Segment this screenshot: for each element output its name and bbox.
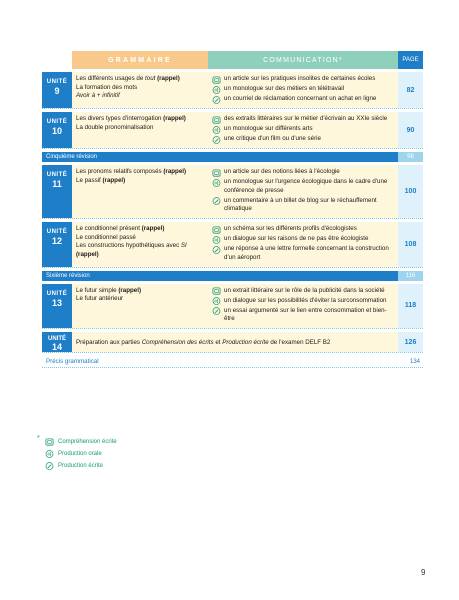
unit-13-row[interactable]	[42, 284, 423, 330]
precis-label: Précis grammatical	[46, 358, 99, 365]
communication-item: une critique d'un film ou d'une série	[212, 135, 394, 144]
legend-label: Production orale	[58, 451, 102, 457]
unit-11-row[interactable]	[42, 165, 423, 219]
header-grammaire: GRAMMAIRE	[72, 51, 208, 69]
communication-item: un dialogue sur les raisons de ne pas être écologiste	[212, 235, 394, 244]
communication-item: un schéma sur les différents profils d'écologistes	[212, 225, 394, 234]
page-number-cell: 100	[398, 165, 423, 218]
speaking-icon	[45, 450, 54, 458]
unit-number: 12	[51, 236, 62, 246]
legend-label: Compréhension écrite	[58, 439, 117, 445]
unit-label: UNITÉ 12	[42, 222, 72, 267]
precis-page: 134	[409, 358, 420, 365]
reading-icon	[212, 116, 221, 124]
speaking-icon	[212, 86, 221, 94]
unit-label: UNITÉ 10	[42, 112, 72, 148]
grammar-item: Les divers types d'interrogation (rappel)	[76, 115, 186, 122]
communication-item: un dialogue sur les possibilités d'éviter la surconsommation	[212, 297, 394, 306]
grammar-cell	[72, 165, 208, 218]
grammar-item: Le futur simple (rappel)	[76, 286, 142, 294]
reading-icon	[45, 438, 54, 446]
writing-icon	[212, 307, 221, 315]
revision-label: Cinquième révision	[42, 152, 398, 162]
page-number: 9	[421, 568, 426, 577]
revision-page: 98	[398, 152, 423, 162]
grammar-item: Avoir à + infinitif	[76, 92, 120, 99]
legend-asterisk: *	[37, 435, 40, 442]
writing-icon	[212, 96, 221, 104]
unit-14-description: Préparation aux parties Compréhension des écrits et Production écrite de l'examen DELF B2	[72, 332, 398, 352]
communication-item: un courriel de réclamation concernant un achat en ligne	[212, 95, 394, 104]
page-number-cell: 82	[398, 72, 423, 108]
legend-item	[42, 460, 117, 472]
grammar-item: Les pronoms relatifs composés (rappel)	[76, 168, 187, 175]
reading-icon	[212, 76, 221, 84]
communication-item: une réponse à une lettre formelle concernant la construction d'un aéroport	[212, 245, 394, 262]
reading-icon	[212, 226, 221, 234]
communication-item: un essai argumenté sur le lien entre consommation et bien-être	[212, 307, 394, 324]
speaking-icon	[212, 179, 221, 187]
reading-icon	[212, 169, 221, 177]
communication-item: un monologue sur différents arts	[212, 125, 394, 134]
communication-cell	[208, 165, 398, 218]
revision-row[interactable]	[42, 271, 423, 281]
communication-item: un commentaire à un billet de blog sur le réchauffement climatique	[212, 197, 394, 214]
grammar-item: Les différents usages de tout (rappel)	[76, 75, 180, 82]
communication-item: un article sur des notions liées à l'écologie	[212, 168, 394, 177]
writing-icon	[212, 136, 221, 144]
grammar-item: La double pronominalisation	[76, 123, 154, 131]
page-number-cell: 126	[398, 332, 423, 352]
communication-item: un monologue sur l'urgence écologique dans le cadre d'une conférence de presse	[212, 178, 394, 195]
toc-rows	[42, 72, 423, 329]
unit-number: 10	[51, 126, 62, 136]
unit-label: UNITÉ 14	[42, 332, 72, 352]
speaking-icon	[212, 236, 221, 244]
table-of-contents	[42, 51, 423, 368]
speaking-icon	[212, 126, 221, 134]
unit-label: UNITÉ 13	[42, 284, 72, 329]
page-number-cell: 90	[398, 112, 423, 148]
grammar-item: Le conditionnel présent (rappel)	[76, 225, 165, 232]
grammar-item: Le passif (rappel)	[76, 176, 126, 184]
legend-label: Production écrite	[58, 463, 104, 469]
communication-item: des extraits littéraires sur le métier d'écrivain au XXIe siècle	[212, 115, 394, 124]
communication-cell	[208, 284, 398, 329]
unit-9-row[interactable]	[42, 72, 423, 109]
communication-item: un extrait littéraire sur le rôle de la publicité dans la société	[212, 287, 394, 296]
writing-icon	[45, 462, 54, 470]
unit-number: 9	[54, 86, 60, 96]
page-number-cell: 108	[398, 222, 423, 267]
unit-number: 11	[52, 179, 62, 189]
unit-label: UNITÉ 9	[42, 72, 72, 108]
unit-number: 13	[51, 297, 62, 308]
legend-item	[42, 436, 117, 448]
toc-header	[42, 51, 423, 69]
unit-10-row[interactable]	[42, 112, 423, 149]
grammar-cell	[72, 72, 208, 108]
legend-item	[42, 448, 117, 460]
precis-grammatical-row[interactable]	[42, 356, 423, 368]
grammar-item: Les constructions hypothétiques avec SI (rappel)	[76, 242, 187, 258]
unit-12-row[interactable]	[42, 222, 423, 268]
communication-cell	[208, 112, 398, 148]
communication-item: un monologue sur des métiers en télétravail	[212, 85, 394, 94]
writing-icon	[212, 246, 221, 254]
header-page: PAGE	[398, 51, 423, 69]
grammar-cell	[72, 112, 208, 148]
grammar-item: Le conditionnel passé	[76, 233, 136, 241]
unit-14-row[interactable]	[42, 332, 423, 353]
revision-label: Sixième révision	[42, 271, 398, 281]
reading-icon	[212, 287, 221, 295]
revision-row[interactable]	[42, 152, 423, 162]
grammar-cell	[72, 284, 208, 329]
grammar-cell	[72, 222, 208, 267]
grammar-item: La formation des mots	[76, 83, 138, 91]
legend	[37, 435, 117, 472]
header-communication: COMMUNICATION*	[208, 51, 398, 69]
grammar-item: Le futur antérieur	[76, 295, 124, 302]
revision-page: 116	[398, 271, 423, 281]
communication-item: un article sur les pratiques insolites de certaines écoles	[212, 75, 394, 84]
communication-cell	[208, 72, 398, 108]
unit-label: UNITÉ 11	[42, 165, 72, 218]
speaking-icon	[212, 297, 221, 305]
communication-cell	[208, 222, 398, 267]
page-number-cell: 118	[398, 284, 423, 329]
writing-icon	[212, 197, 221, 205]
